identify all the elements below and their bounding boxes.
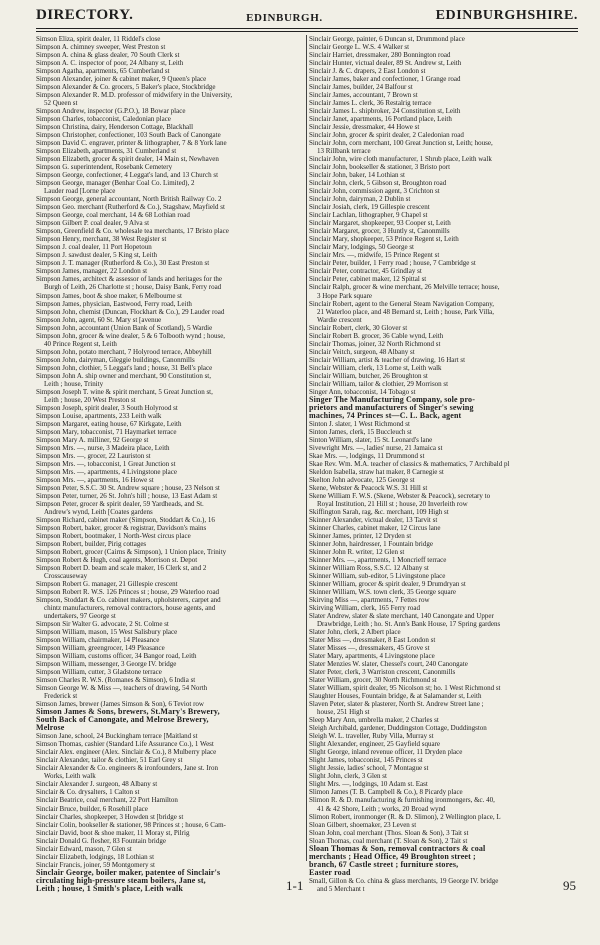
directory-entry: Simpson Gilbert P. coal dealer, 9 Alva st xyxy=(36,219,150,228)
directory-entry: Skinner William, sub-editor, 5 Livingstone place xyxy=(309,572,446,581)
directory-entry: Simpson A. china & glass dealer, 70 South Clerk st xyxy=(36,51,180,60)
directory-entry: Sinclair William, clerk, 13 Lorne st, Leith walk xyxy=(309,363,442,372)
directory-entry: Simpson George, general accountant, North British Railway Co. 2 xyxy=(36,195,222,204)
directory-entry: Simpson Robert, builder, Pirig cottages xyxy=(36,539,147,548)
printer-signature: 1-1 xyxy=(286,878,304,893)
directory-entry: Simpson William, cutter, 3 Gladstone terrace xyxy=(36,668,162,677)
directory-entry: Simpson Geo. merchant (Rutherford & Co.), Stagshaw, Mayfield st xyxy=(36,203,225,212)
directory-entry: Sloan John, coal merchant (Thos. Sloan & Son), 3 Tait st xyxy=(309,828,469,837)
directory-entry: Simpson Robert, grocer (Cairns & Simpson), 1 Union place, Trinity xyxy=(36,548,227,556)
directory-entry: circulating high-pressure steam boilers, Jane st, xyxy=(36,875,206,885)
directory-entry: Sinclair Margaret, shopkeeper, 93 Cooper st, Leith xyxy=(309,219,451,228)
directory-entry: Sinclair Robert, agent to the General Steam Navigation Company, xyxy=(309,299,494,308)
directory-entry: merchants ; Head Office, 49 Broughton street ; xyxy=(309,851,476,861)
directory-entry: Skinner John, hairdresser, 1 Fountain bridge xyxy=(309,539,433,548)
directory-entry: Simson Charles R. W.S. (Romanes & Simson), 6 India st xyxy=(36,676,196,685)
directory-entry: Sinclair John, corn merchant, 100 Great Junction st, Leith; house, xyxy=(309,139,493,148)
directory-entry: and 5 Merchant t xyxy=(317,884,365,893)
header-directory: DIRECTORY. xyxy=(36,7,134,23)
directory-entry: Simpson David C. engraver, printer & lithographer, 7 & 8 York lane xyxy=(36,139,227,148)
directory-entry: Skene William F. W.S. (Skene, Webster & Peacock), secretary to xyxy=(309,491,491,500)
directory-entry: Andrew's wynd, Leith [Coates gardens xyxy=(44,507,153,516)
directory-entry: Slater John, clerk, 2 Albert place xyxy=(309,628,401,637)
directory-entry: Crosscauseway xyxy=(44,572,88,581)
directory-entry: Skinner John R. writer, 12 Glen st xyxy=(309,548,405,556)
directory-entry: Simpson William, chairmaker, 14 Pleasance xyxy=(36,636,160,645)
directory-entry: Skeldon Isabella, straw hat maker, 8 Carnegie st xyxy=(309,467,444,476)
directory-entry: Skinner Charles, cabinet maker, 12 Circus lane xyxy=(309,523,441,532)
directory-entry: Sinclair Robert B. grocer, 36 Cable wynd, Leith xyxy=(309,331,444,340)
directory-entry: Simpson, Greenfield & Co. wholesale tea merchants, 17 Bristo place xyxy=(36,227,229,236)
directory-entry: Slater Menzies W. slater, Chessel's court, 240 Canongate xyxy=(309,660,468,669)
directory-entry: Simpson Agatha, apartments, 65 Cumberland st xyxy=(36,67,170,76)
directory-entry: Sinclair Edward, mason, 7 Glen st xyxy=(36,844,132,853)
directory-entry: Sloan Gilbert, shoemaker, 23 Leven st xyxy=(309,820,417,829)
directory-entry: Slaughter Houses, Fountain bridge, & at Salamander st, Leith xyxy=(309,692,482,701)
directory-entry: house, 251 High st xyxy=(317,708,370,717)
directory-entry: Sinclair Alexander, tailor & clothier, 51 Earl Grey st xyxy=(36,756,183,765)
directory-entry: Simpson John, accountant (Union Bank of Scotland), 5 Wardie xyxy=(36,323,213,332)
directory-entry: Sinclair Francis, joiner, 59 Montgomery st xyxy=(36,860,155,869)
directory-entry: Skinner William, grocer & spirit dealer, 9 Drumdryan st xyxy=(309,580,466,589)
directory-entry: Simpson John, grocer & wine dealer, 5 & 6 Tolbooth wynd ; house, xyxy=(36,331,226,340)
directory-entry: machines, 74 Princes st—C. L. Back, agent xyxy=(309,410,462,420)
directory-entry: Simpson John A. ship owner and merchant, 90 Constitution st, xyxy=(36,371,211,380)
directory-entry: Leith ; house, Trinity xyxy=(44,379,104,388)
directory-entry: Sinclair Mrs. —, midwife, 15 Prince Regent st xyxy=(309,251,440,260)
directory-entry: Slight John, clerk, 3 Glen st xyxy=(309,772,387,781)
directory-entry: Slater Misses —, dressmakers, 45 Grove st xyxy=(309,644,430,653)
directory-entry: Simpson James, manager, 22 London st xyxy=(36,267,148,276)
directory-entry: Simpson James, physician, Eastwood, Ferry road, Leith xyxy=(36,299,192,308)
directory-entry: Slight Alexander, engineer, 25 Gayfield square xyxy=(309,740,441,749)
directory-entry: Sinclair Ralph, grocer & wine merchant, 26 Melville terrace; house, xyxy=(309,283,500,292)
directory-entry: Sinclair Mary, lodgings, 50 George st xyxy=(309,243,414,252)
directory-entry: Sinclair James, accountant, 7 Brown st xyxy=(309,91,418,100)
directory-entry: Sinclair Donald G. flesher, 83 Fountain bridge xyxy=(36,836,166,845)
directory-entry: Sinclair George, painter, 6 Duncan st, Drummond place xyxy=(309,35,465,43)
directory-entry: Simson Eliza, spirit dealer, 11 Riddel's close xyxy=(36,35,161,43)
directory-entry: Skinner Alexander, victual dealer, 13 Tarvit st xyxy=(309,515,438,524)
directory-entry: Slimon James (T. B. Campbell & Co.), 8 Picardy place xyxy=(309,788,463,797)
directory-entry: Sloan Thomas & Son, removal contractors & coal xyxy=(309,843,486,853)
directory-entry: Simpson J. T. manager (Rutherford & Co.), 30 East Preston st xyxy=(36,259,210,268)
directory-entry: Sloan Thomas, coal merchant (T. Sloan & Son), 2 Tait st xyxy=(309,836,468,845)
directory-entry: Sinclair & Co. drysalters, 1 Calton st xyxy=(36,788,140,797)
directory-entry: Slight Mrs. —, lodgings, 10 Adam st. East xyxy=(309,780,428,789)
directory-entry: Sinton J. slater, 1 West Richmond st xyxy=(309,419,410,428)
directory-entry: South Back of Canongate, and Melrose Brewery, xyxy=(36,715,209,725)
directory-entry: 52 Queen st xyxy=(44,99,78,108)
directory-entry: chintz manufacturers, removal contractors, house agents, and xyxy=(44,604,216,613)
directory-entry: Simpson Peter, grocer & spirit dealer, 59 Yardheads, and St. xyxy=(36,499,204,508)
directory-entry: Sinclair James, builder, 24 Balfour st xyxy=(309,83,413,92)
directory-entry: Slater William, spirit dealer, 95 Nicolson st; ho. 1 West Richmond st xyxy=(309,684,501,693)
directory-entry: Sinclair George, boiler maker, patentee of Sinclair's xyxy=(36,867,221,877)
directory-entry: Singer Ann, tobacconist, 14 Tobago st xyxy=(309,387,416,396)
directory-entry: Sleigh Archibald, gardener, Duddingston Cottage, Duddingston xyxy=(309,724,487,733)
directory-entry: Sinclair John, bookseller & stationer, 3 Bristo port xyxy=(309,163,451,172)
directory-entry: Easter road xyxy=(309,867,351,877)
directory-entry: Sinclair John, clerk, 5 Gibson st, Broughton road xyxy=(309,179,447,188)
directory-entry: Singer The Manufacturing Company, sole pro- xyxy=(309,394,476,404)
directory-entry: Simpson Elizabeth, grocer & spirit dealer, 14 Main st, Newhaven xyxy=(36,155,219,164)
directory-entry: Simpson William, customs officer, 34 Bangor road, Leith xyxy=(36,652,197,661)
directory-entry: Simpson Elizabeth, apartments, 31 Cumberland st xyxy=(36,147,177,156)
directory-entry: Sinclair John, wire cloth manufacturer, 1 Shrub place, Leith walk xyxy=(309,155,492,164)
directory-entry: Simpson A. chimney sweeper, West Preston st xyxy=(36,43,166,52)
directory-entry: Simpson Sir Walter G. advocate, 2 St. Colme st xyxy=(36,620,169,629)
directory-entry: Sleigh W. L. traveller, Ruby Villa, Murray st xyxy=(309,732,434,741)
directory-entry: Simpson Mrs. —, nurse, 3 Madeira place, Leith xyxy=(36,443,170,452)
directory-entry: Simpson Charles, tobacconist, Caledonian place xyxy=(36,115,171,124)
page-number: 95 xyxy=(563,878,576,893)
directory-entry: Simpson Joseph T. wine & spirit merchant, 5 Great Junction st, xyxy=(36,387,213,396)
directory-entry: Simpson John, chemist (Duncan, Flockhart & Co.), 29 Lauder road xyxy=(36,307,225,316)
directory-entry: Simpson William, mason, 15 West Salisbury place xyxy=(36,628,178,637)
directory-entry: Simpson Joseph, spirit dealer, 3 South Holyrood st xyxy=(36,403,178,412)
directory-entry: Melrose xyxy=(36,723,65,733)
directory-entry: Simpson Christopher, confectioner, 103 South Back of Canongate xyxy=(36,131,221,140)
directory-entry: Sinclair David, boot & shoe maker, 11 Moray st, Pilrig xyxy=(36,828,190,837)
directory-entry: Sinclair Alex. engineer (Alex. Sinclair & Co.), 8 Mulberry place xyxy=(36,748,217,757)
directory-entry: Simpson Margaret, eating house, 67 Kirkgate, Leith xyxy=(36,419,182,428)
directory-entry: Sinclair Alexander & Co. engineers & ironfounders, Jane st. Iron xyxy=(36,764,218,773)
directory-entry: Burgh of Leith, 26 Charlotte st ; house, Daisy Bank, Ferry road xyxy=(44,283,222,292)
directory-entry: Slater Miss —, dressmaker, 8 East London st xyxy=(309,636,436,645)
directory-entry: Simpson William, greengrocer, 149 Pleasance xyxy=(36,644,165,653)
directory-entry: Skinner James, printer, 12 Dryden st xyxy=(309,531,412,540)
directory-entry: Sinclair Colin, bookseller & stationer, 98 Princes st ; house, 6 Cam- xyxy=(36,820,226,829)
directory-entry: Slight James, tobacconist, 145 Princes st xyxy=(309,756,423,765)
directory-entry: Simpson, Stoddart & Co. cabinet makers, upholsterers, carpet and xyxy=(36,596,221,605)
directory-entry: 21 Waterloo place, and 48 Bernard st, Leith ; house, Park Villa, xyxy=(317,307,495,316)
directory-entry: undertakers, 97 George st xyxy=(44,612,116,621)
directory-entry: Simpson J. sawdust dealer, 5 King st, Leith xyxy=(36,251,158,260)
directory-entry: Simpson Alexander R. M.D. professor of midwifery in the University, xyxy=(36,91,233,100)
directory-entry: Sinclair James L. clerk, 36 Restalrig terrace xyxy=(309,99,432,108)
directory-entry: Simpson Robert, bootmaker, 1 North-West circus place xyxy=(36,531,191,540)
directory-entry: 40 Prince Regent st, Leith xyxy=(44,339,117,348)
directory-entry: Simpson John, clothier, 5 Leggat's land ; house, 31 Bell's place xyxy=(36,363,213,372)
directory-entry: Sinclair John, commission agent, 3 Crichton st xyxy=(309,187,440,196)
directory-entry: Wardie crescent xyxy=(317,315,362,324)
directory-entry: Slimon Robert, ironmonger (R. & D. Slimon), 2 Wellington place, L xyxy=(309,812,501,821)
directory-entry: Sinclair Alexander J. surgeon, 48 Albany st xyxy=(36,780,158,789)
directory-entry: Simpson Robert G. manager, 21 Gillespie crescent xyxy=(36,580,178,589)
directory-entry: Sinclair Charles, shopkeeper, 3 Howden st [bridge st xyxy=(36,812,184,821)
directory-entry: Skae Rev. Wm. M.A. teacher of classics & mathematics, 7 Archibald pl xyxy=(309,459,510,468)
directory-entry: Simpson Robert, baker, grocer & registrar, Davidson's mains xyxy=(36,523,207,532)
directory-entry: Slater Andrew, slater & slate merchant, 140 Canongate and Upper xyxy=(309,612,494,621)
directory-entry: Simpson James, boot & shoe maker, 6 Melbourne st xyxy=(36,291,182,300)
directory-entry: Simpson Peter, turner, 26 St. John's hill ; house, 13 East Adam st xyxy=(36,491,218,500)
directory-entry: Sinclair Jessie, dressmaker, 44 Howe st xyxy=(309,123,420,132)
directory-entry: Simpson Christina, dairy, Henderson Cottage, Blackhall xyxy=(36,123,194,132)
directory-entry: Simpson George, coal merchant, 14 & 68 Lothian road xyxy=(36,211,190,220)
directory-entry: Sinclair William, artist & teacher of drawing, 16 Hart st xyxy=(309,355,466,364)
directory-entry: prietors and manufacturers of Singer's sewing xyxy=(309,402,474,412)
directory-entry: Simpson John, agent, 60 St. Mary st [avenue xyxy=(36,315,162,324)
directory-entry: Simson George W. & Miss —, teachers of drawing, 54 North xyxy=(36,684,208,693)
directory-entry: Royal Institution, 21 Hill st ; house, 20 Inverleith row xyxy=(317,499,468,508)
directory-entry: Sinclair Josiah, clerk, 19 Gillespie crescent xyxy=(309,203,430,212)
directory-entry: Slater Mary, apartments, 4 Livingstone place xyxy=(309,652,435,661)
directory-entry: Simpson Mary A. milliner, 92 George st xyxy=(36,435,149,444)
directory-entry: Simpson Mary, tobacconist, 71 Haymarket terrace xyxy=(36,427,177,436)
directory-entry: Sinclair John, grocer & spirit dealer, 2 Caledonian road xyxy=(309,131,464,140)
header-edinburghshire: EDINBURGHSHIRE. xyxy=(435,8,578,23)
directory-entry: Sinclair Veitch, surgeon, 48 Albany st xyxy=(309,347,415,356)
directory-entry: Simpson A. C. inspector of poor, 24 Albany st, Leith xyxy=(36,59,184,68)
directory-entry: Skiffington Sarah, rag, &c. merchant, 109 High st xyxy=(309,507,449,516)
header-rule-bottom xyxy=(36,31,578,32)
directory-entry: Sinclair George L. W.S. 4 Walker st xyxy=(309,43,410,52)
directory-entry: Sinclair James, baker and confectioner, 1 Grange road xyxy=(309,75,461,84)
directory-entry: Simson James & Sons, brewers, St.Mary's Brewery, xyxy=(36,707,220,717)
directory-entry: Sinclair William, tailor & clothier, 29 Morrison st xyxy=(309,379,449,388)
left-column xyxy=(36,35,304,893)
directory-entry: Sinclair Mary, shopkeeper, 53 Prince Regent st, Leith xyxy=(309,235,459,244)
header-rule-top xyxy=(36,28,578,29)
directory-entry: Simpson Mrs. —, grocer, 22 Lauriston st xyxy=(36,451,151,460)
directory-entry: Simpson Robert D. beam and scale maker, 16 Clerk st, and 2 xyxy=(36,564,207,573)
directory-entry: Simpson George, manager (Benhar Coal Co. Limited), 2 xyxy=(36,179,195,188)
directory-entry: Simpson Alexander, joiner & cabinet maker, 9 Queen's place xyxy=(36,75,207,84)
header-edinburgh: EDINBURGH. xyxy=(246,12,323,24)
directory-entry: Simpson Louise, apartments, 233 Leith walk xyxy=(36,411,162,420)
directory-entry: Sinclair Peter, cabinet maker, 12 Spittal st xyxy=(309,275,427,284)
directory-entry: Sinclair Peter, contractor, 45 Grindlay st xyxy=(309,267,422,276)
directory-entry: Skinner Mrs. —, apartments, 1 Moncrieff terrace xyxy=(309,556,447,565)
directory-entry: Slaven Peter, slater & plasterer, North St. Andrew Street lane ; xyxy=(309,700,484,709)
directory-entry: Sleep Mary Ann, umbrella maker, 2 Charles st xyxy=(309,716,439,725)
directory-entry: Simpson Peter, S.S.C. 30 St. Andrew square ; house, 23 Nelson st xyxy=(36,483,220,492)
directory-entry: Simpson G. superintendent, Rosebank Cemetery xyxy=(36,163,173,172)
directory-entry: Skene, Webster & Peacock W.S. 31 Hill st xyxy=(309,483,428,492)
directory-entry: Works, Leith walk xyxy=(44,772,96,781)
directory-entry: Skirving William, clerk, 165 Ferry road xyxy=(309,604,420,613)
directory-entry: 41 & 42 Shore, Leith ; works, 20 Broad wynd xyxy=(317,804,446,813)
directory-entry: Simpson J. coal dealer, 11 Port Hopetoun xyxy=(36,243,152,252)
directory-entry: 13 Rillbank terrace xyxy=(317,147,371,156)
directory-entry: Sinclair J. & C. drapers, 2 East London st xyxy=(309,67,426,76)
directory-entry: Simpson Andrew, inspector (G.P.O.), 18 Bowar place xyxy=(36,107,186,116)
directory-entry: Lauder road [Lorne place xyxy=(44,187,116,196)
directory-entry: Simpson William, messenger, 3 George IV. bridge xyxy=(36,660,177,669)
directory-entry: Sinclair Bruce, builder, 6 Rosehill place xyxy=(36,804,148,813)
directory-entry: Simpson Robert & Hugh, coal agents, Morrison st. Depot xyxy=(36,556,198,565)
directory-entry: Simpson Henry, merchant, 38 West Register st xyxy=(36,235,167,244)
column-divider xyxy=(306,35,307,861)
directory-entry: Simpson George, confectioner, 4 Leggat's land, and 13 Church st xyxy=(36,171,219,180)
directory-entry: Simpson John, potato merchant, 7 Holyrood terrace, Abbeyhill xyxy=(36,347,212,356)
directory-entry: Small, Gillon & Co. china & glass merchants, 19 George IV. bridge xyxy=(309,876,499,885)
directory-entry: Sinclair Beatrice, coal merchant, 22 Port Hamilton xyxy=(36,796,178,805)
right-column xyxy=(309,35,581,893)
directory-entry: Sinclair Margaret, grocer, 3 Huntly st, Canonmills xyxy=(309,227,450,236)
directory-entry: Sinclair Thomas, joiner, 32 North Richmond st xyxy=(309,339,441,348)
directory-entry: Simpson Mrs. —, apartments, 4 Livingstone place xyxy=(36,467,177,476)
directory-entry: branch, 67 Castle street ; furniture stores, xyxy=(309,859,459,869)
directory-entry: Slater William, grocer, 30 North Richmond st xyxy=(309,676,437,685)
directory-entry: Sinclair William, butcher, 26 Broughton st xyxy=(309,371,428,380)
directory-entry: Simpson Mrs. —, apartments, 16 Howe st xyxy=(36,475,154,484)
directory-entry: Sinclair Elizabeth, lodgings, 18 Lothian st xyxy=(36,852,155,861)
directory-entry: Skirving Miss —, apartments, 7 Fettes row xyxy=(309,596,430,605)
directory-entry: Leith ; house, 20 West Preston st xyxy=(44,395,136,404)
directory-entry: Slight George, inland revenue officer, 11 Dryden place xyxy=(309,748,463,757)
directory-entry: Frederick st xyxy=(44,692,78,701)
directory-entry: Slater Peter, clerk, 3 Warriston crescent, Canonmills xyxy=(309,668,456,677)
directory-entry: Sivewright Mrs. —, ladies' nurse, 21 Jamaica st xyxy=(309,443,443,452)
page-header xyxy=(36,4,578,24)
directory-entry: Simpson Richard, cabinet maker (Simpson, Stoddart & Co.), 16 xyxy=(36,515,215,524)
directory-entry: Sinton James, clerk, 15 Buccleuch st xyxy=(309,427,412,436)
directory-entry: Sinclair James L. shipbroker, 24 Constitution st, Leith xyxy=(309,107,461,116)
directory-entry: Sinclair John, dairyman, 2 Dublin st xyxy=(309,195,411,204)
directory-entry: Slight Jessie, ladies' school, 7 Montague st xyxy=(309,764,429,773)
directory-entry: Leith ; house, 1 Smith's place, Leith walk xyxy=(36,883,183,893)
directory-entry: Skelton John advocate, 125 George st xyxy=(309,475,415,484)
directory-entry: Simpson Alexander & Co. grocers, 5 Baker's place, Stockbridge xyxy=(36,83,216,92)
directory-entry: Skinner William Ross, S.S.C. 12 Albany st xyxy=(309,564,429,573)
directory-entry: 3 Hope Park square xyxy=(317,291,373,300)
directory-entry: Simpson James, architect & assessor of lands and heritages for the xyxy=(36,275,223,284)
directory-entry: Sinclair John, baker, 14 Lothian st xyxy=(309,171,405,180)
directory-entry: Sinclair Robert, clerk, 30 Glover st xyxy=(309,323,408,332)
directory-entry: Sinclair Lachlan, lithographer, 9 Chapel st xyxy=(309,211,428,220)
directory-entry: Simson James, brewer (James Simson & Son), 6 Teviot row xyxy=(36,700,204,709)
directory-entry: Drawbridge, Leith ; ho. St. Ann's Bank House, 17 Spring gardens xyxy=(317,620,501,629)
directory-entry: Simpson John, dairyman, Gleggie buildings, Canonmills xyxy=(36,355,195,364)
directory-entry: Sinclair Harriet, dressmaker, 280 Bonnington road xyxy=(309,51,451,60)
directory-entry: Skinner William, W.S. town clerk, 35 George square xyxy=(309,588,457,597)
directory-entry: Simpson Robert R. W.S. 126 Princes st ; house, 29 Waterloo road xyxy=(36,588,220,597)
directory-entry: Simson Thomas, cashier (Standard Life Assurance Co.), 1 West xyxy=(36,740,214,749)
directory-entry: Sinton William, slater, 15 St. Leonard's lane xyxy=(309,435,433,444)
directory-entry: Sinclair Peter, builder, 1 Ferry road ; house, 7 Cambridge st xyxy=(309,259,476,268)
directory-entry: Slimon R. & D. manufacturing & furnishing ironmongers, &c. 40, xyxy=(309,796,495,805)
directory-entry: Sinclair Janet, apartments, 16 Portland place, Leith xyxy=(309,115,452,124)
directory-entry: Simpson Mrs. —, tobacconist, 1 Great Junction st xyxy=(36,459,176,468)
directory-entry: Sinclair Hunter, victual dealer, 89 St. Andrew st, Leith xyxy=(309,59,462,68)
directory-entry: Skae Mrs. —, lodgings, 11 Drummond st xyxy=(309,451,425,460)
directory-entry: Simson Jane, school, 24 Buckingham terrace [Maitland st xyxy=(36,732,198,741)
